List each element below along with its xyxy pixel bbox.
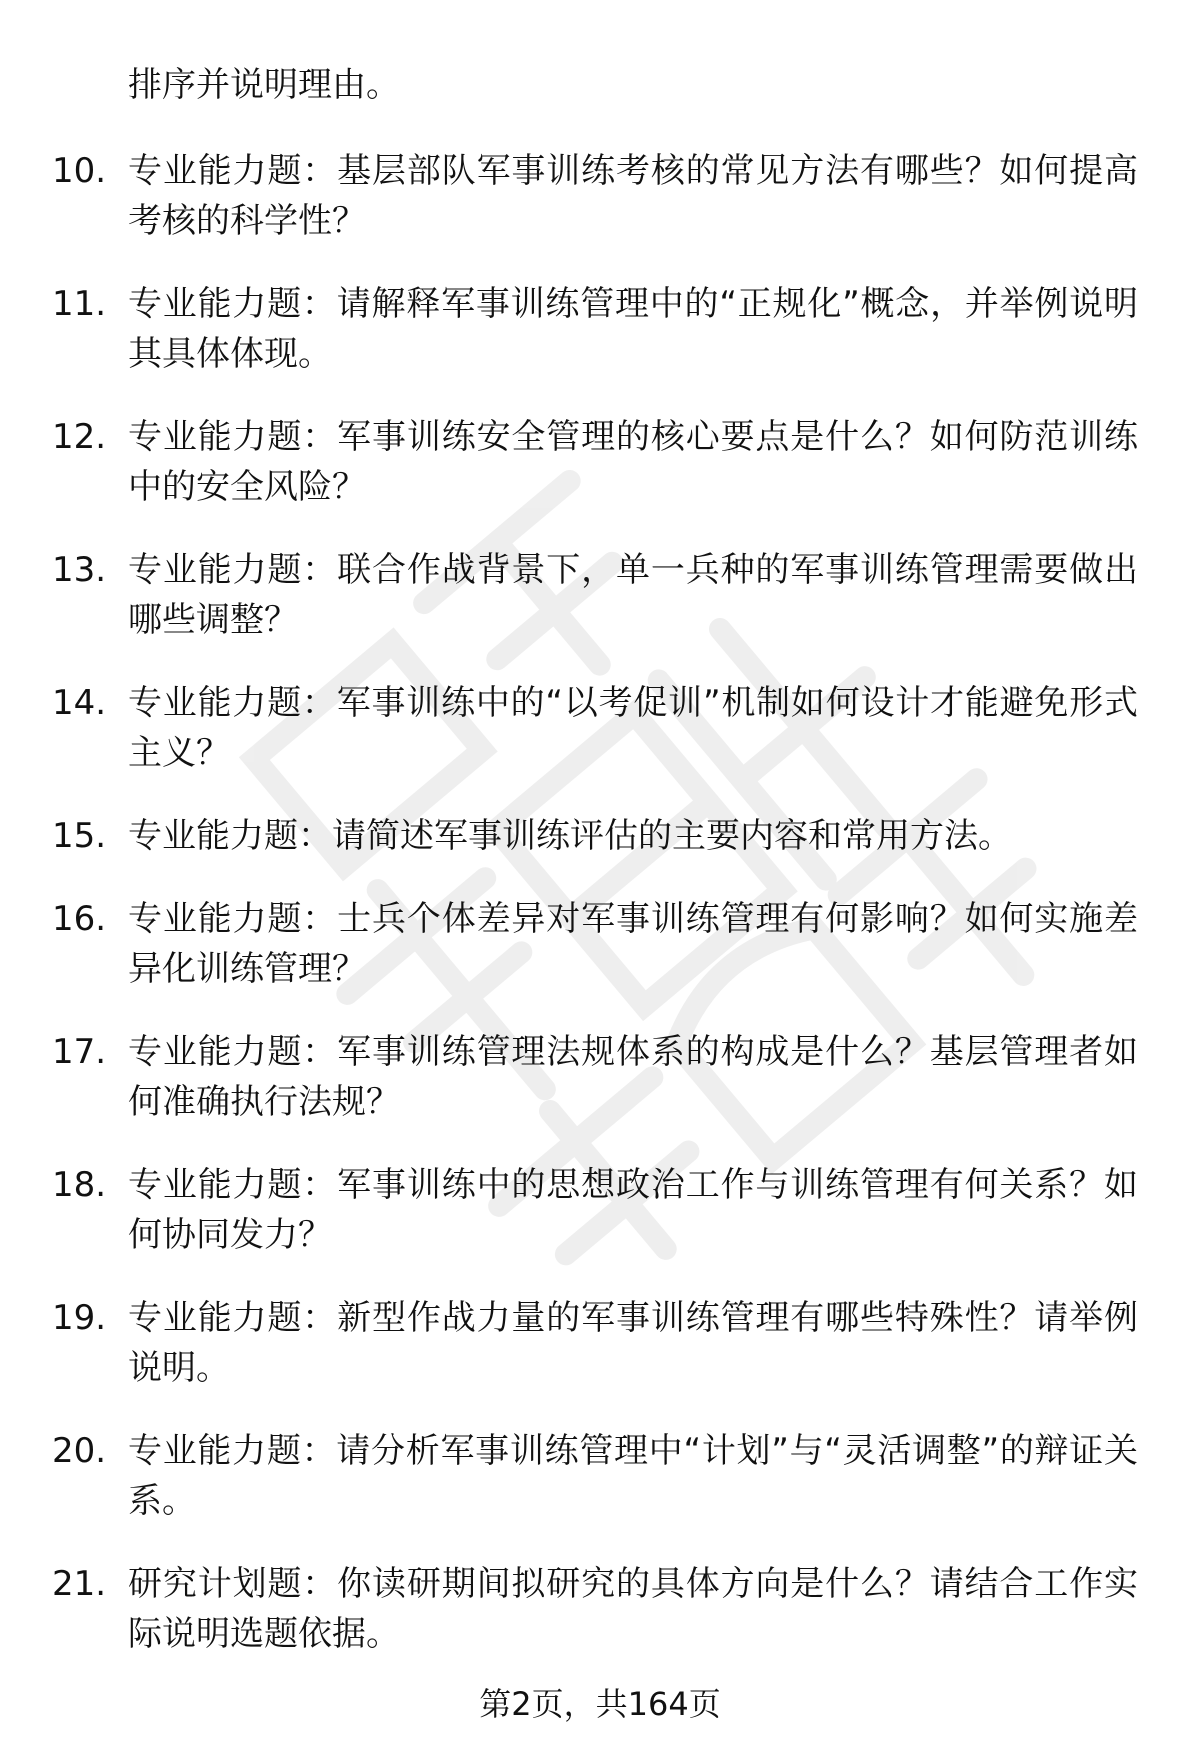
question-number: 13. <box>52 550 107 590</box>
question-number: 15. <box>52 816 107 856</box>
question-number: 20. <box>52 1431 107 1471</box>
question-text: 专业能力题：基层部队军事训练考核的常见方法有哪些？如何提高考核的科学性？ <box>128 151 1138 241</box>
list-item <box>0 811 1200 861</box>
question-text: 专业能力题：请分析军事训练管理中“计划”与“灵活调整”的辩证关系。 <box>128 1431 1138 1521</box>
question-list <box>0 146 1200 1692</box>
question-number: 21. <box>52 1564 107 1604</box>
list-item <box>0 894 1200 994</box>
question-number: 12. <box>52 417 107 457</box>
question-text: 专业能力题：士兵个体差异对军事训练管理有何影响？如何实施差异化训练管理？ <box>128 899 1138 989</box>
list-item <box>0 678 1200 778</box>
list-item <box>0 1027 1200 1127</box>
list-item <box>0 545 1200 645</box>
question-text: 研究计划题：你读研期间拟研究的具体方向是什么？请结合工作实际说明选题依据。 <box>128 1564 1138 1654</box>
page-number-label: 第2页，共164页 <box>479 1685 721 1723</box>
question-text: 专业能力题：军事训练中的思想政治工作与训练管理有何关系？如何协同发力？ <box>128 1165 1138 1255</box>
list-item <box>0 1559 1200 1659</box>
list-item <box>0 1160 1200 1260</box>
question-text: 专业能力题：军事训练中的“以考促训”机制如何设计才能避免形式主义？ <box>128 683 1138 773</box>
question-number: 11. <box>52 284 107 324</box>
question-text: 专业能力题：军事训练管理法规体系的构成是什么？基层管理者如何准确执行法规？ <box>128 1032 1138 1122</box>
question-text: 专业能力题：请简述军事训练评估的主要内容和常用方法。 <box>128 816 1012 856</box>
question-number: 18. <box>52 1165 107 1205</box>
question-text: 专业能力题：新型作战力量的军事训练管理有哪些特殊性？请举例说明。 <box>128 1298 1138 1388</box>
question-text: 专业能力题：军事训练安全管理的核心要点是什么？如何防范训练中的安全风险？ <box>128 417 1138 507</box>
list-item <box>0 1293 1200 1393</box>
question-number: 14. <box>52 683 107 723</box>
question-text: 专业能力题：联合作战背景下，单一兵种的军事训练管理需要做出哪些调整？ <box>128 550 1138 640</box>
list-item <box>0 412 1200 512</box>
list-item <box>0 146 1200 246</box>
question-number: 19. <box>52 1298 107 1338</box>
list-item <box>0 1426 1200 1526</box>
question-number: 16. <box>52 899 107 939</box>
question-text: 专业能力题：请解释军事训练管理中的“正规化”概念，并举例说明其具体体现。 <box>128 284 1138 374</box>
list-item <box>0 279 1200 379</box>
question-number: 17. <box>52 1032 107 1072</box>
page-footer <box>0 1682 1200 1726</box>
continuation-text: 排序并说明理由。 <box>128 65 400 105</box>
question-number: 10. <box>52 151 107 191</box>
